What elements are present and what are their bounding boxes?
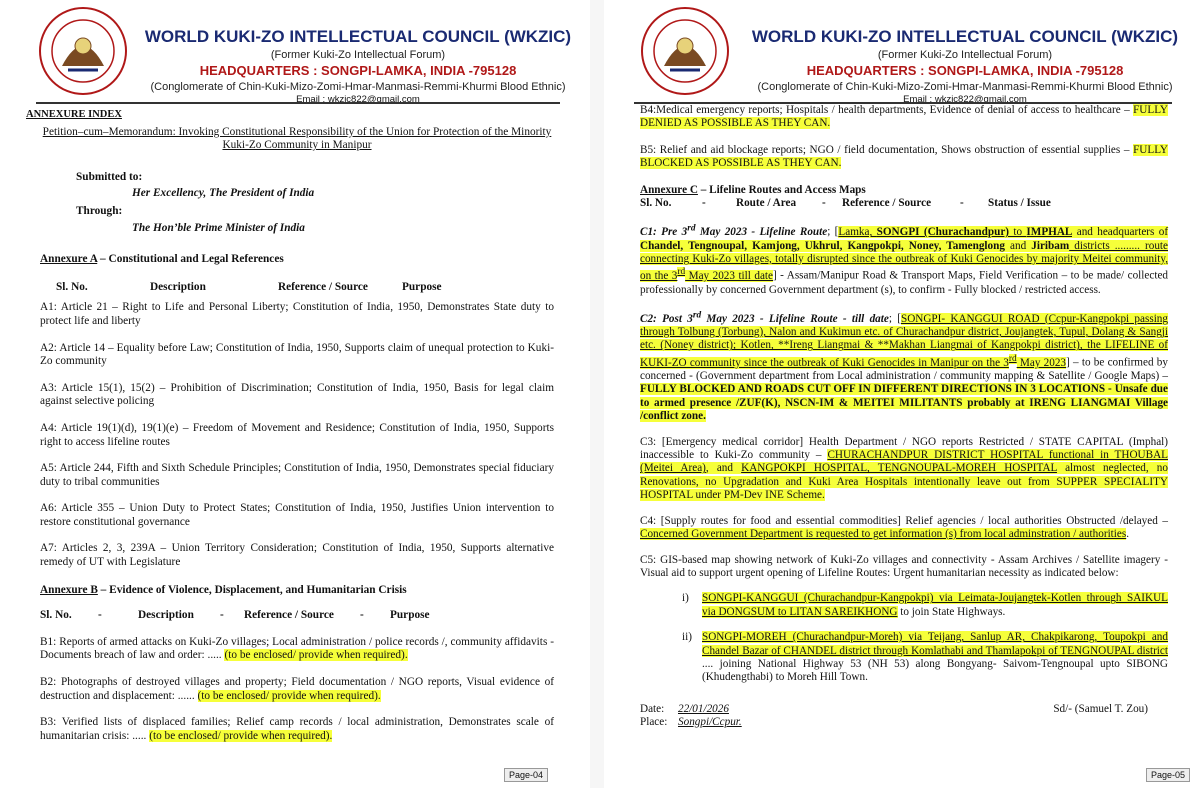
org-email: Email : wkzic822@gmail.com (296, 94, 420, 105)
org-former-name: (Former Kuki-Zo Intellectual Forum) (270, 49, 446, 61)
org-conglomerate: (Conglomerate of Chin-Kuki-Mizo-Zomi-Hmar-Manmasi-Remmi-Khurmi Blood Ethnic) (757, 81, 1173, 93)
annexure-b-heading: Annexure B – Evidence of Violence, Displacement, and Humanitarian Crisis (40, 583, 407, 596)
wkzic-seal-logo (38, 6, 128, 96)
lifeline-route-1: i) SONGPI-KANGGUI (Churachandpur-Kangpokpi) via Leimata-Joujangtek-Kotlen through SAIKUL via DONGSUM to LITAN SAREIKHONG to join State Highways. (682, 592, 1168, 618)
page-04-body (26, 108, 554, 743)
document-page-right (604, 0, 1200, 788)
through-label: Through: (76, 204, 123, 217)
submitted-to-label: Submitted to: (76, 170, 143, 183)
date-signature-row: Date: 22/01/2026 Sd/- (Samuel T. Zou) (640, 702, 1148, 715)
b2-highlight: (to be enclosed/ provide when required). (197, 689, 381, 702)
annexure-c-item-5: C5: GIS-based map showing network of Kuki-Zo villages and connectivity - Assam Archives / Satellite imagery - Visual aid to support urgent opening of Lifeline Routes: Urgent humanitarian necessity as indicated below: (640, 553, 1168, 579)
annexure-c-heading: Annexure C – Lifeline Routes and Access Maps (640, 183, 866, 196)
annexure-c-item-2: C2: Post 3rd May 2023 - Lifeline Route - till date; [SONGPI- KANGGUI ROAD (Ccpur-Kangpokpi passing through Tolbung (Torbung), Nalon and Kukimun etc. of Churachandpur district, Joujangtek, Tupul, Dolang & Sangji etc. (Noney district); Kotlen, **Ireng Liangmai & **Makhan Liangmai of Kangpokpi district), the LIFELINE of KUKI-ZO community since the outbreak of Kuki Genocides in Manipur on the 3rd May 2023] – to be confirmed by concerned - (Government department from Local administration / community mapping & Satellite / Google Maps) – FULLY BLOCKED AND ROADS CUT OFF IN DIFFERENT DIRECTIONS IN 3 LOCATIONS - Unsafe due to armed presence /ZUF(K), NSCN-IM & MEITEI MILITANTS probably at IRENG LIANGMAI Village /conflict zone. (640, 309, 1168, 423)
annexure-b-columns: Sl. No. - Description - Reference / Source - Purpose (40, 609, 430, 622)
org-title: WORLD KUKI-ZO INTELLECTUAL COUNCIL (WKZIC) (751, 27, 1179, 46)
org-former-name: (Former Kuki-Zo Intellectual Forum) (877, 49, 1053, 61)
annexure-b-item-5: B5: Relief and aid blockage reports; NGO / field documentation, Shows obstruction of essential supplies – FULLY BLOCKED AS POSSIBLE AS THEY CAN. (640, 143, 1168, 170)
annexure-a-item-7: A7: Articles 2, 3, 239A – Union Territory Consideration; Constitution of India, 1950, Supports alternative remedy of UT with Legislature (40, 542, 554, 569)
b3-highlight: (to be enclosed/ provide when required). (149, 729, 333, 742)
letterhead (604, 0, 1200, 110)
b4-highlight: FULLY DENIED AS POSSIBLE AS THEY CAN. (640, 104, 1168, 130)
annexure-c-item-4: C4: [Supply routes for food and essential commodities] Relief agencies / local authorities Obstructed /delayed – Concerned Government Department is requested to get information (s) from local adminstration / authorities. (640, 514, 1168, 541)
date-value: 22/01/2026 (678, 702, 729, 715)
annexure-a-item-4: A4: Article 19(1)(d), 19(1)(e) – Freedom of Movement and Residence; Constitution of India, 1950, Supports right to access lifeline routes (40, 421, 554, 448)
annexure-a-item-1: A1: Article 21 – Right to Life and Personal Liberty; Constitution of India, 1950, Demonstrates State duty to protect life and liberty (40, 301, 554, 327)
org-email: Email : wkzic822@gmail.com (903, 94, 1027, 105)
org-headquarters: HEADQUARTERS : SONGPI-LAMKA, INDIA -795128 (806, 63, 1124, 78)
org-headquarters: HEADQUARTERS : SONGPI-LAMKA, INDIA -795128 (199, 63, 517, 78)
lifeline-route-2: ii) SONGPI-MOREH (Churachandpur-Moreh) via Teijang, Sanlup AR, Chakpikarong, Toupokpi and Chandel Bazar of CHANDEL district through Komlathabi and Thamlapokpi of TENGNOUPAL district .... joining National Highway 53 (NH 53) along Bongyang- Saivom-Tengnoupal upto SIBONG (Khudengthabi) to Moreh Hill Town. (682, 631, 1168, 684)
letterhead-text (736, 6, 1194, 106)
letterhead-divider (36, 102, 560, 104)
place-value: Songpi/Ccpur. (678, 716, 742, 729)
annexure-b-item-1: B1: Reports of armed attacks on Kuki-Zo villages; Local administration / police records /, community affidavits - Documents breach of law and order: ..... (to be enclosed/ provide when required). (40, 635, 554, 662)
annexure-c-columns: Sl. No. - Route / Area - Reference / Source - Status / Issue (640, 197, 1051, 210)
annexure-b-item-4: B4:Medical emergency reports; Hospitals / health departments, Evidence of denial of access to healthcare – FULLY DENIED AS POSSIBLE AS THEY CAN. (640, 104, 1168, 130)
annexure-a-columns: Sl. No. Description Reference / Source Purpose (56, 280, 442, 293)
submitted-to-recipient: Her Excellency, The President of India (132, 187, 315, 200)
through-recipient: The Hon’ble Prime Minister of India (132, 221, 305, 234)
letterhead (0, 0, 590, 110)
page-05-body (640, 104, 1168, 730)
annexure-b-item-2: B2: Photographs of destroyed villages and property; Field documentation / NGO reports, Visual evidence of destruction and displacement: ...... (to be enclosed/ provide when required). (40, 676, 554, 702)
page-gap (590, 0, 604, 788)
annexure-a-heading: Annexure A – Constitutional and Legal References (40, 253, 284, 266)
annexure-a-item-2: A2: Article 14 – Equality before Law; Constitution of India, 1950, Supports claim of unequal protection to Kuki-Zo community (40, 341, 554, 368)
b1-highlight: (to be enclosed/ provide when required). (224, 649, 408, 662)
annexure-b-item-3: B3: Verified lists of displaced families; Relief camp records / local administration, Demonstrates scale of humanitarian crisis: ..... (to be enclosed/ provide when required). (40, 716, 554, 742)
annexure-a-item-3: A3: Article 15(1), 15(2) – Prohibition of Discrimination; Constitution of India, 1950, Basis for legal claim against selective policing (40, 381, 554, 408)
letterhead-text (132, 6, 584, 106)
annexure-index-heading: ANNEXURE INDEX (26, 109, 122, 120)
annexure-c-item-3: C3: [Emergency medical corridor] Health Department / NGO reports Restricted / STATE CAPITAL (Imphal) inaccessible to Kuki-Zo community – CHURACHANDPUR DISTRICT HOSPITAL functional in THOUBAL (Meitei Area), and KANGPOKPI HOSPITAL, TENGNOUPAL-MOREH HOSPITAL almost neglected, no Renovations, no Upgradation and Kuki Area Hospitals intentionally leave out from SUPPER SPECIALITY HOSPITAL under PM-Dev INE Scheme. (640, 435, 1168, 502)
signature: Sd/- (Samuel T. Zou) (1053, 702, 1148, 715)
annexure-a-item-5: A5: Article 244, Fifth and Sixth Schedule Principles; Constitution of India, 1950, Demonstrates special fiduciary duty to tribal communities (40, 462, 554, 488)
org-conglomerate: (Conglomerate of Chin-Kuki-Mizo-Zomi-Hmar-Manmasi-Remmi-Khurmi Blood Ethnic) (150, 81, 566, 93)
b5-highlight: FULLY BLOCKED AS POSSIBLE AS THEY CAN. (640, 143, 1168, 170)
page-number: Page-04 (504, 768, 548, 782)
annexure-c-item-1: C1: Pre 3rd May 2023 - Lifeline Route; [Lamka, SONGPI (Churachandpur) to IMPHAL and headquarters of Chandel, Tengnoupal, Kamjong, Ukhrul, Kangpokpi, Noney, Tamenglong and Jiribam districts ......... route connecting Kuki-Zo villages, totally disrupted since the outbreak of Kuki Genocides by majority Meitei community, on the 3rd May 2023 till date] - Assam/Manipur Road & Transport Maps, Field Verification – to be made/ collected professionally by concerned Government department (s), to confirm - Fully blocked / restricted access. (640, 223, 1169, 296)
petition-title: Petition–cum–Memorandum: Invoking Constitutional Responsibility of the Union for Protection of the Minority Kuki-Zo Community in Manipur (42, 125, 552, 152)
document-page-left (0, 0, 590, 788)
page-number: Page-05 (1146, 768, 1190, 782)
annexure-a-item-6: A6: Article 355 – Union Duty to Protect States; Constitution of India, 1950, Justifies Union intervention to restore constitutional governance (40, 502, 554, 528)
place-row: Place: Songpi/Ccpur. (640, 716, 742, 729)
wkzic-seal-logo (640, 6, 730, 96)
org-title: WORLD KUKI-ZO INTELLECTUAL COUNCIL (WKZIC) (144, 27, 572, 46)
